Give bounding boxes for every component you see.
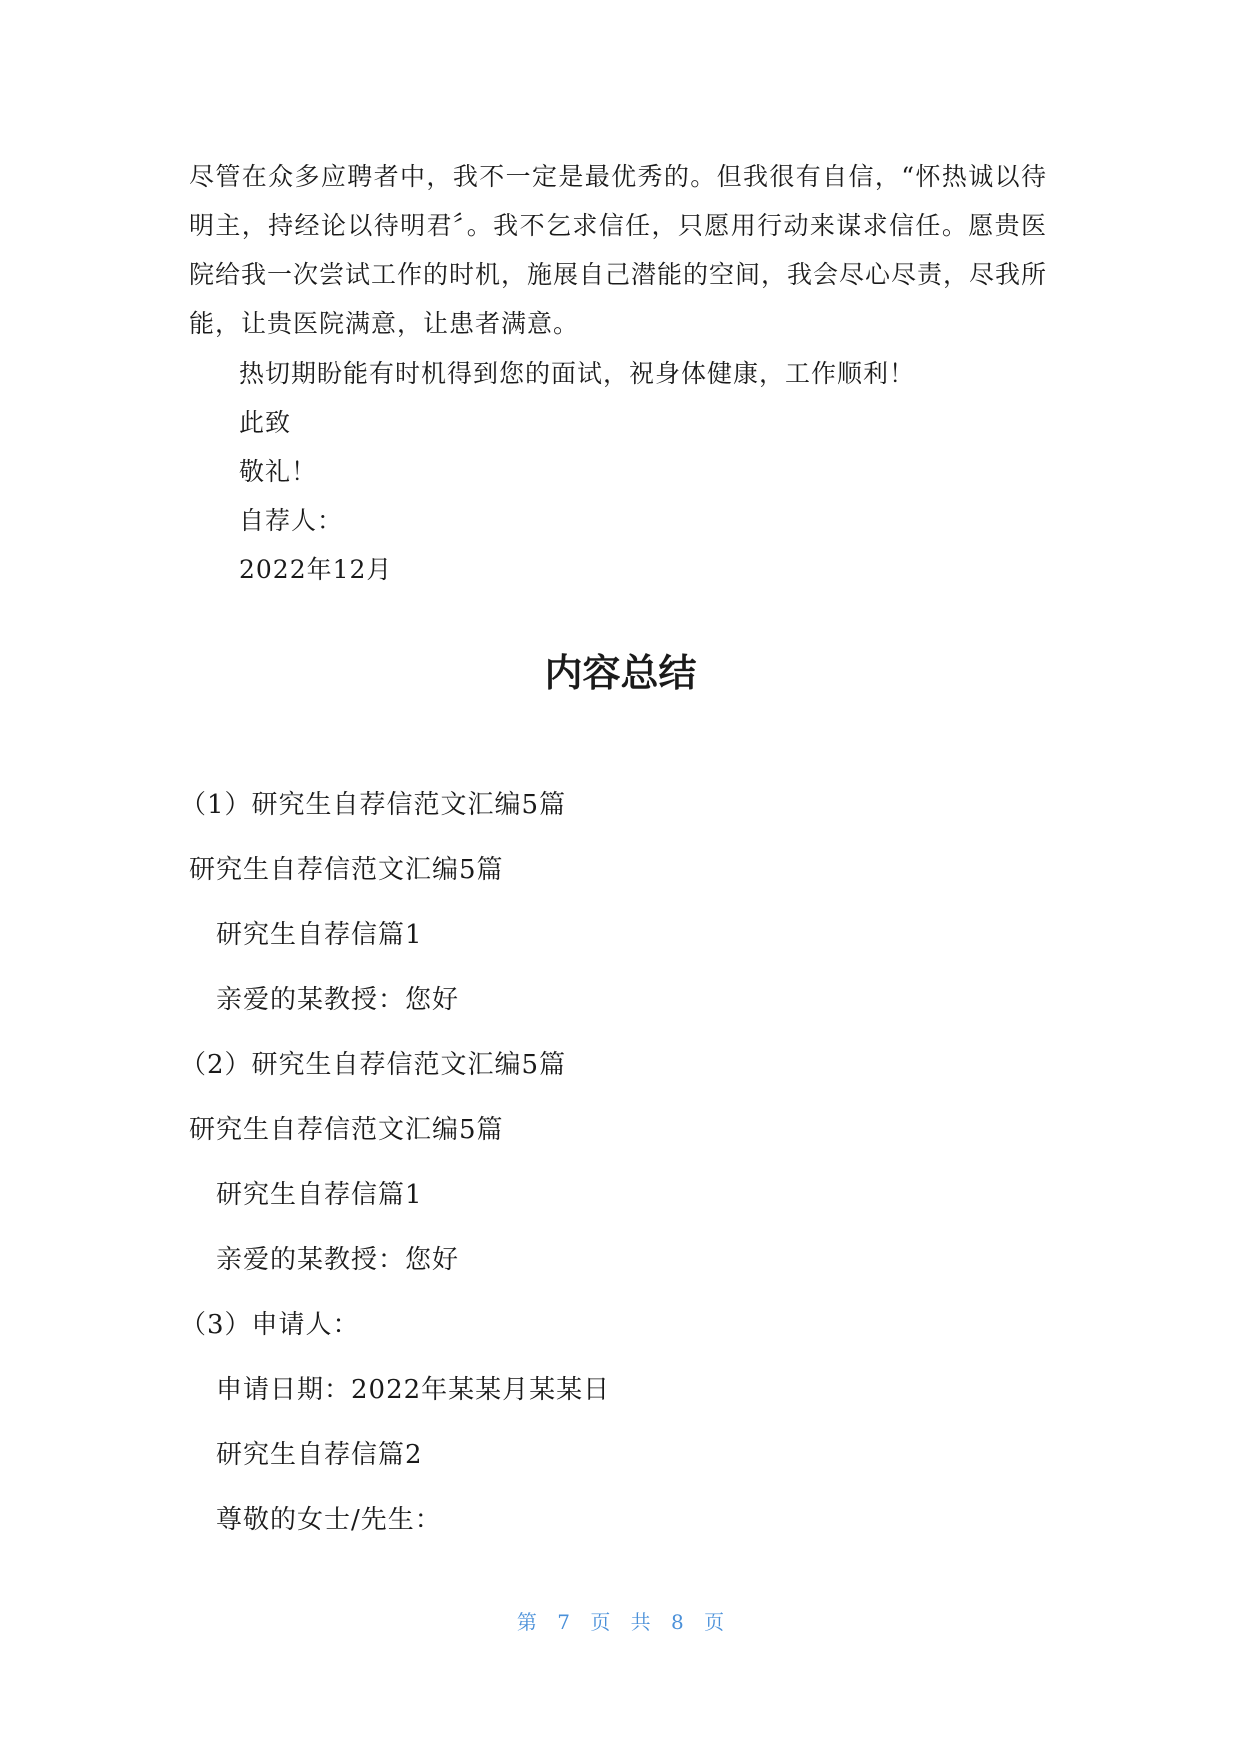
summary-line: 研究生自荐信范文汇编5篇 [189,855,504,885]
page-number-footer: 第 7 页 共 8 页 [516,1610,725,1634]
summary-line: 尊敬的女士/先生： [216,1505,442,1535]
summary-line: 研究生自荐信范文汇编5篇 [189,1115,504,1145]
summary-line: 研究生自荐信篇1 [216,920,423,950]
summary-line: （3）申请人： [180,1310,360,1340]
summary-line: 研究生自荐信篇1 [216,1180,423,1210]
summary-title: 内容总结 [544,651,697,695]
closing-date: 2022年12月 [239,555,393,584]
summary-line: （2）研究生自荐信范文汇编5篇 [180,1050,567,1080]
closing-wish: 热切期盼能有时机得到您的面试，祝身体健康，工作顺利！ [239,359,916,388]
closing-regards: 此致 [239,408,292,437]
summary-line: 研究生自荐信篇2 [216,1440,423,1470]
closing-signer: 自荐人： [239,506,344,535]
letter-paragraph: 尽管在众多应聘者中，我不一定是最优秀的。但我很有自信，“怀热诚以待明主，持经论以待明君〞。我不乞求信任，只愿用行动来谋求信任。愿贵医院给我一次尝试工作的时机，施展自己潜能的空间，我会尽心尽责，尽我所能，让贵医院满意，让患者满意。 [189,162,1048,338]
summary-line: （1）研究生自荐信范文汇编5篇 [180,790,567,820]
summary-line: 亲爱的某教授：您好 [216,985,460,1015]
summary-line: 申请日期：2022年某某月某某日 [216,1375,611,1405]
summary-line: 亲爱的某教授：您好 [216,1245,460,1275]
closing-salute: 敬礼！ [239,457,318,486]
